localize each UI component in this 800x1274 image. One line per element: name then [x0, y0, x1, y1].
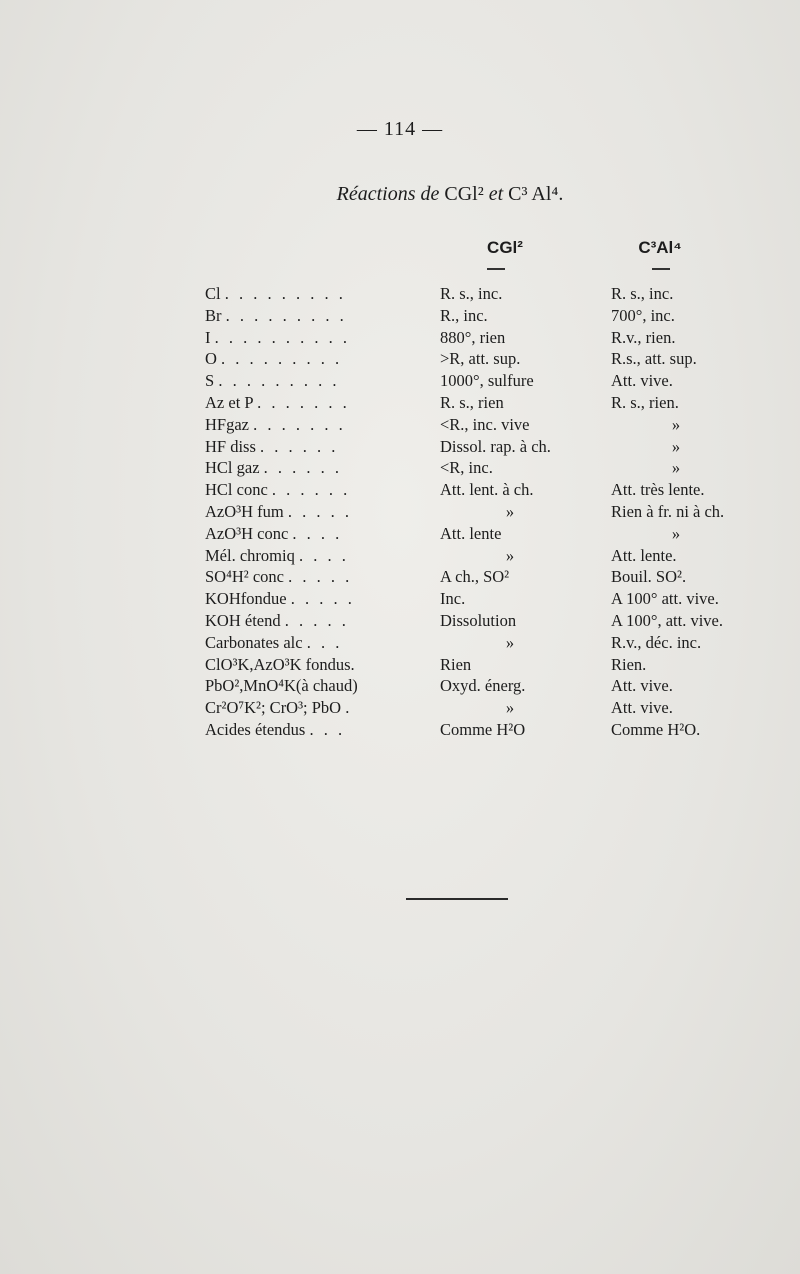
cal-reaction-cell: R.s., att. sup. [611, 349, 697, 369]
cal-reaction-cell: Att. vive. [611, 698, 673, 718]
cgl-reaction-cell: Oxyd. énerg. [440, 676, 526, 696]
leader-dots: . . . . . [288, 567, 353, 587]
reagent-cell [205, 523, 395, 545]
leader-dots: . [345, 698, 353, 718]
leader-dots: . . . . [298, 545, 349, 565]
leader-dots: . . . . . . [271, 480, 351, 500]
title-prefix: Réactions de [336, 183, 445, 205]
column-header-cgl: CGl² [487, 238, 523, 257]
reagent-cell [205, 588, 395, 610]
cgl-reaction-cell: <R, inc. [440, 458, 493, 478]
leader-dots: . . . . . . [263, 458, 343, 478]
reagent-name: Cl [205, 284, 221, 303]
cal-reaction-cell: Att. lente. [611, 545, 677, 565]
reagent-name: KOH étend [205, 610, 281, 630]
leader-dots: . . . . . [290, 589, 355, 609]
reagent-cell [205, 414, 395, 436]
column-header-cal: C³Al⁴ [638, 238, 682, 257]
leader-dots: . . . [309, 719, 346, 739]
reagent-name: Mél. chromiq [205, 545, 295, 565]
reagent-cell [205, 697, 395, 719]
cal-reaction-cell: Att. vive. [611, 371, 673, 391]
table-row [0, 675, 800, 697]
reagent-cell [205, 566, 395, 588]
cgl-reaction-cell: Rien [440, 654, 472, 674]
reagent-cell [205, 392, 395, 414]
table-row [0, 327, 800, 349]
table-row [0, 305, 800, 327]
cgl-reaction-cell: Dissol. rap. à ch. [440, 436, 551, 456]
reagent-cell [205, 283, 395, 305]
reagent-name: SO⁴H² conc [205, 567, 284, 587]
reagent-name: AzO³H fum [205, 501, 284, 521]
cal-reaction-cell: A 100°, att. vive. [611, 610, 724, 630]
cgl-reaction-cell: R. s., rien [440, 392, 504, 412]
end-rule [406, 898, 508, 900]
reagent-cell [205, 327, 395, 349]
title-conjunction: et [483, 183, 509, 205]
leader-dots: . . . . . . . [253, 414, 346, 434]
reagent-cell [205, 610, 395, 632]
table-row [0, 654, 800, 676]
reagent-name: PbO²,MnO⁴K(à chaud) [205, 676, 358, 696]
table-row [0, 479, 800, 501]
reagent-cell [205, 457, 395, 479]
reaction-table [0, 283, 800, 741]
leader-dots: . . . . . . . . . [221, 349, 343, 369]
leader-dots: . . . . [292, 523, 343, 543]
table-row [0, 632, 800, 654]
cgl-reaction-cell: A ch., SO² [440, 567, 510, 587]
leader-dots: . . . . . . . . . [225, 305, 347, 325]
table-row [0, 436, 800, 458]
reagent-cell [205, 436, 395, 458]
reagent-name: KOHfondue [205, 589, 287, 609]
column-dash-cal [652, 268, 670, 270]
reagent-cell [205, 501, 395, 523]
cal-reaction-cell: Bouil. SO². [611, 567, 687, 587]
reagent-name: ClO³K,AzO³K fondus. [205, 654, 355, 674]
reagent-cell [205, 632, 395, 654]
leader-dots: . . . . . . . . . [218, 371, 340, 391]
cgl-reaction-cell: Comme H²O [440, 719, 526, 739]
leader-dots: . . . [306, 632, 343, 652]
table-row [0, 588, 800, 610]
cgl-reaction-cell: » [505, 698, 515, 718]
reagent-cell [205, 348, 395, 370]
cal-reaction-cell: Rien. [611, 654, 647, 674]
table-row [0, 501, 800, 523]
cgl-reaction-cell: <R., inc. vive [440, 414, 530, 434]
reagent-name: S [205, 371, 215, 391]
reagent-cell [205, 654, 395, 676]
reagent-name: Carbonates alc [205, 632, 303, 652]
title-formula-cgl: CGl² [444, 183, 484, 205]
cal-reaction-cell: 700°, inc. [611, 305, 675, 325]
reagent-name: HCl gaz [205, 458, 260, 478]
cal-reaction-cell: » [671, 436, 681, 456]
leader-dots: . . . . . . [260, 436, 339, 456]
cal-reaction-cell: » [671, 458, 681, 478]
cal-reaction-cell: A 100° att. vive. [611, 589, 719, 609]
cgl-reaction-cell: Att. lent. à ch. [440, 480, 534, 500]
cal-reaction-cell: » [671, 414, 681, 434]
leader-dots: . . . . . . . . . . [214, 327, 350, 347]
cgl-reaction-cell: Att. lente [440, 523, 502, 543]
cgl-reaction-cell: » [505, 632, 515, 652]
reagent-name: I [205, 327, 211, 347]
leader-dots: . . . . . . . . . [224, 284, 346, 303]
reagent-name: Acides étendus [205, 719, 306, 739]
cgl-reaction-cell: >R, att. sup. [440, 349, 521, 369]
reagent-cell [205, 305, 395, 327]
cal-reaction-cell: R.v., rien. [611, 327, 676, 347]
cgl-reaction-cell: 1000°, sulfure [440, 371, 534, 391]
reagent-cell [205, 719, 395, 741]
reagent-cell [205, 545, 395, 567]
table-row [0, 697, 800, 719]
cal-reaction-cell: Comme H²O. [611, 719, 701, 739]
table-row [0, 566, 800, 588]
cgl-reaction-cell: R., inc. [440, 305, 488, 325]
cgl-reaction-cell: R. s., inc. [440, 284, 503, 303]
table-row [0, 610, 800, 632]
leader-dots: . . . . . . . [257, 392, 350, 412]
leader-dots: . . . . . [284, 610, 349, 630]
cal-reaction-cell: R. s., rien. [611, 392, 679, 412]
table-title [0, 183, 800, 206]
table-row [0, 370, 800, 392]
cal-reaction-cell: » [671, 523, 681, 543]
reagent-cell [205, 479, 395, 501]
cgl-reaction-cell: » [505, 545, 515, 565]
cgl-reaction-cell: Inc. [440, 589, 466, 609]
table-row [0, 414, 800, 436]
cgl-reaction-cell: 880°, rien [440, 327, 506, 347]
table-row [0, 392, 800, 414]
cgl-reaction-cell: Dissolution [440, 610, 517, 630]
cal-reaction-cell: Att. vive. [611, 676, 673, 696]
table-row [0, 545, 800, 567]
reagent-cell [205, 675, 395, 697]
cgl-reaction-cell: » [505, 501, 515, 521]
page-number: — 114 — [356, 118, 444, 140]
table-row [0, 348, 800, 370]
title-formula-cal: C³ Al⁴. [508, 183, 564, 205]
cal-reaction-cell: R. s., inc. [611, 284, 674, 303]
table-row [0, 283, 800, 305]
cal-reaction-cell: Att. très lente. [611, 480, 705, 500]
reagent-name: Az et P [205, 392, 253, 412]
column-dash-cgl [487, 268, 505, 270]
reagent-name: HFgaz [205, 414, 249, 434]
table-row [0, 523, 800, 545]
cal-reaction-cell: Rien à fr. ni à ch. [611, 501, 725, 521]
reagent-cell [205, 370, 395, 392]
reagent-name: AzO³H conc [205, 523, 289, 543]
reagent-name: Cr²O⁷K²; CrO³; PbO [205, 698, 342, 718]
leader-dots: . . . . . [287, 501, 352, 521]
reagent-name: Br [205, 305, 222, 325]
cal-reaction-cell: R.v., déc. inc. [611, 632, 702, 652]
reagent-name: O [205, 349, 217, 369]
reagent-name: HF diss [205, 436, 256, 456]
reagent-name: HCl conc [205, 480, 268, 500]
table-row [0, 457, 800, 479]
table-row [0, 719, 800, 741]
